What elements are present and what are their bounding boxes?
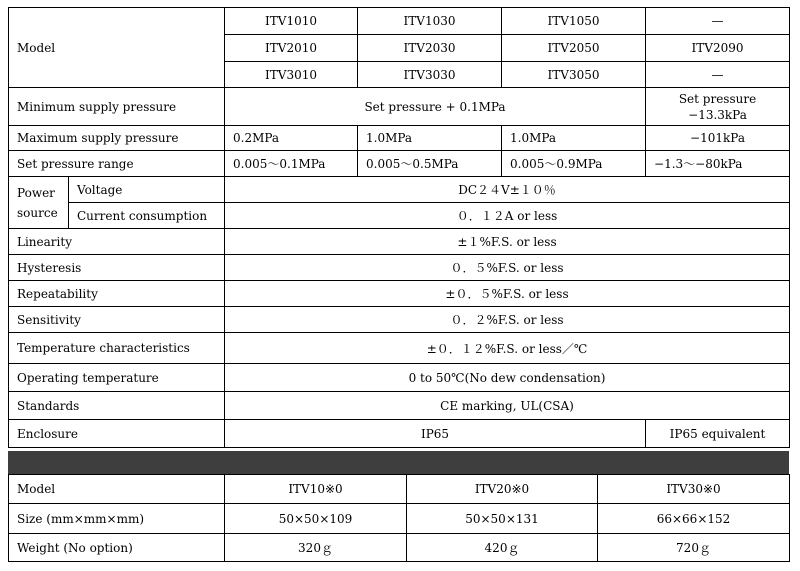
dimensions-table bbox=[8, 474, 790, 562]
min-supply-vacuum-value bbox=[646, 88, 790, 126]
model-cell: ITV3050 bbox=[502, 62, 646, 88]
dims-model-label: Model bbox=[9, 475, 225, 504]
model-cell: — bbox=[646, 8, 790, 35]
model-cell: ITV1050 bbox=[502, 8, 646, 35]
weight-label: Weight (No option) bbox=[9, 534, 225, 562]
model-cell: ITV1030 bbox=[358, 8, 502, 35]
dims-model-cell: ITV10※0 bbox=[225, 475, 407, 504]
min-supply-vacuum-line2: −13.3kPa bbox=[688, 107, 747, 122]
section-divider-band bbox=[8, 451, 789, 474]
size-label: Size (mm×mm×mm) bbox=[9, 504, 225, 534]
operating-temperature-label: Operating temperature bbox=[9, 364, 225, 392]
max-supply-label: Maximum supply pressure bbox=[9, 126, 225, 151]
size-value: 50×50×109 bbox=[225, 504, 407, 534]
power-label-line2: source bbox=[17, 205, 58, 220]
max-supply-value: −101kPa bbox=[646, 126, 790, 151]
min-supply-value: Set pressure + 0.1MPa bbox=[225, 88, 646, 126]
linearity-value: ±１%F.S. or less bbox=[225, 229, 790, 255]
model-cell: ITV2030 bbox=[358, 35, 502, 62]
max-supply-value: 0.2MPa bbox=[225, 126, 358, 151]
temperature-characteristics-value: ±０．１２%F.S. or less／℃ bbox=[225, 333, 790, 364]
linearity-label: Linearity bbox=[9, 229, 225, 255]
set-range-label: Set pressure range bbox=[9, 151, 225, 177]
weight-value: 320ｇ bbox=[225, 534, 407, 562]
sensitivity-label: Sensitivity bbox=[9, 307, 225, 333]
voltage-label: Voltage bbox=[69, 177, 225, 203]
weight-value: 420ｇ bbox=[407, 534, 598, 562]
power-source-label bbox=[9, 177, 69, 229]
standards-label: Standards bbox=[9, 392, 225, 420]
hysteresis-value: ０．５%F.S. or less bbox=[225, 255, 790, 281]
max-supply-value: 1.0MPa bbox=[358, 126, 502, 151]
standards-value: CE marking, UL(CSA) bbox=[225, 392, 790, 420]
weight-value: 720ｇ bbox=[598, 534, 790, 562]
hysteresis-label: Hysteresis bbox=[9, 255, 225, 281]
current-consumption-label: Current consumption bbox=[69, 203, 225, 229]
min-supply-vacuum-line1: Set pressure bbox=[678, 91, 757, 106]
voltage-value: DC２４V±１０％ bbox=[225, 177, 790, 203]
set-range-value: 0.005～0.5MPa bbox=[358, 151, 502, 177]
size-value: 50×50×131 bbox=[407, 504, 598, 534]
current-consumption-value: ０．１２A or less bbox=[225, 203, 790, 229]
enclosure-value: IP65 bbox=[225, 420, 646, 448]
max-supply-value: 1.0MPa bbox=[502, 126, 646, 151]
size-value: 66×66×152 bbox=[598, 504, 790, 534]
repeatability-value: ±０．５%F.S. or less bbox=[225, 281, 790, 307]
model-cell: ITV3010 bbox=[225, 62, 358, 88]
power-label-line1: Power bbox=[17, 185, 55, 200]
set-range-value: 0.005～0.9MPa bbox=[502, 151, 646, 177]
model-cell: — bbox=[646, 62, 790, 88]
dims-model-cell: ITV20※0 bbox=[407, 475, 598, 504]
repeatability-label: Repeatability bbox=[9, 281, 225, 307]
dims-model-cell: ITV30※0 bbox=[598, 475, 790, 504]
sensitivity-value: ０．２%F.S. or less bbox=[225, 307, 790, 333]
set-range-value: 0.005～0.1MPa bbox=[225, 151, 358, 177]
enclosure-label: Enclosure bbox=[9, 420, 225, 448]
model-cell: ITV2050 bbox=[502, 35, 646, 62]
enclosure-vacuum-value: IP65 equivalent bbox=[646, 420, 790, 448]
model-cell: ITV1010 bbox=[225, 8, 358, 35]
set-range-value: −1.3～−80kPa bbox=[646, 151, 790, 177]
operating-temperature-value: 0 to 50℃(No dew condensation) bbox=[225, 364, 790, 392]
model-cell: ITV2010 bbox=[225, 35, 358, 62]
model-label: Model bbox=[9, 8, 225, 88]
model-cell: ITV2090 bbox=[646, 35, 790, 62]
min-supply-label: Minimum supply pressure bbox=[9, 88, 225, 126]
temperature-characteristics-label: Temperature characteristics bbox=[9, 333, 225, 364]
model-cell: ITV3030 bbox=[358, 62, 502, 88]
specifications-table bbox=[8, 7, 790, 448]
